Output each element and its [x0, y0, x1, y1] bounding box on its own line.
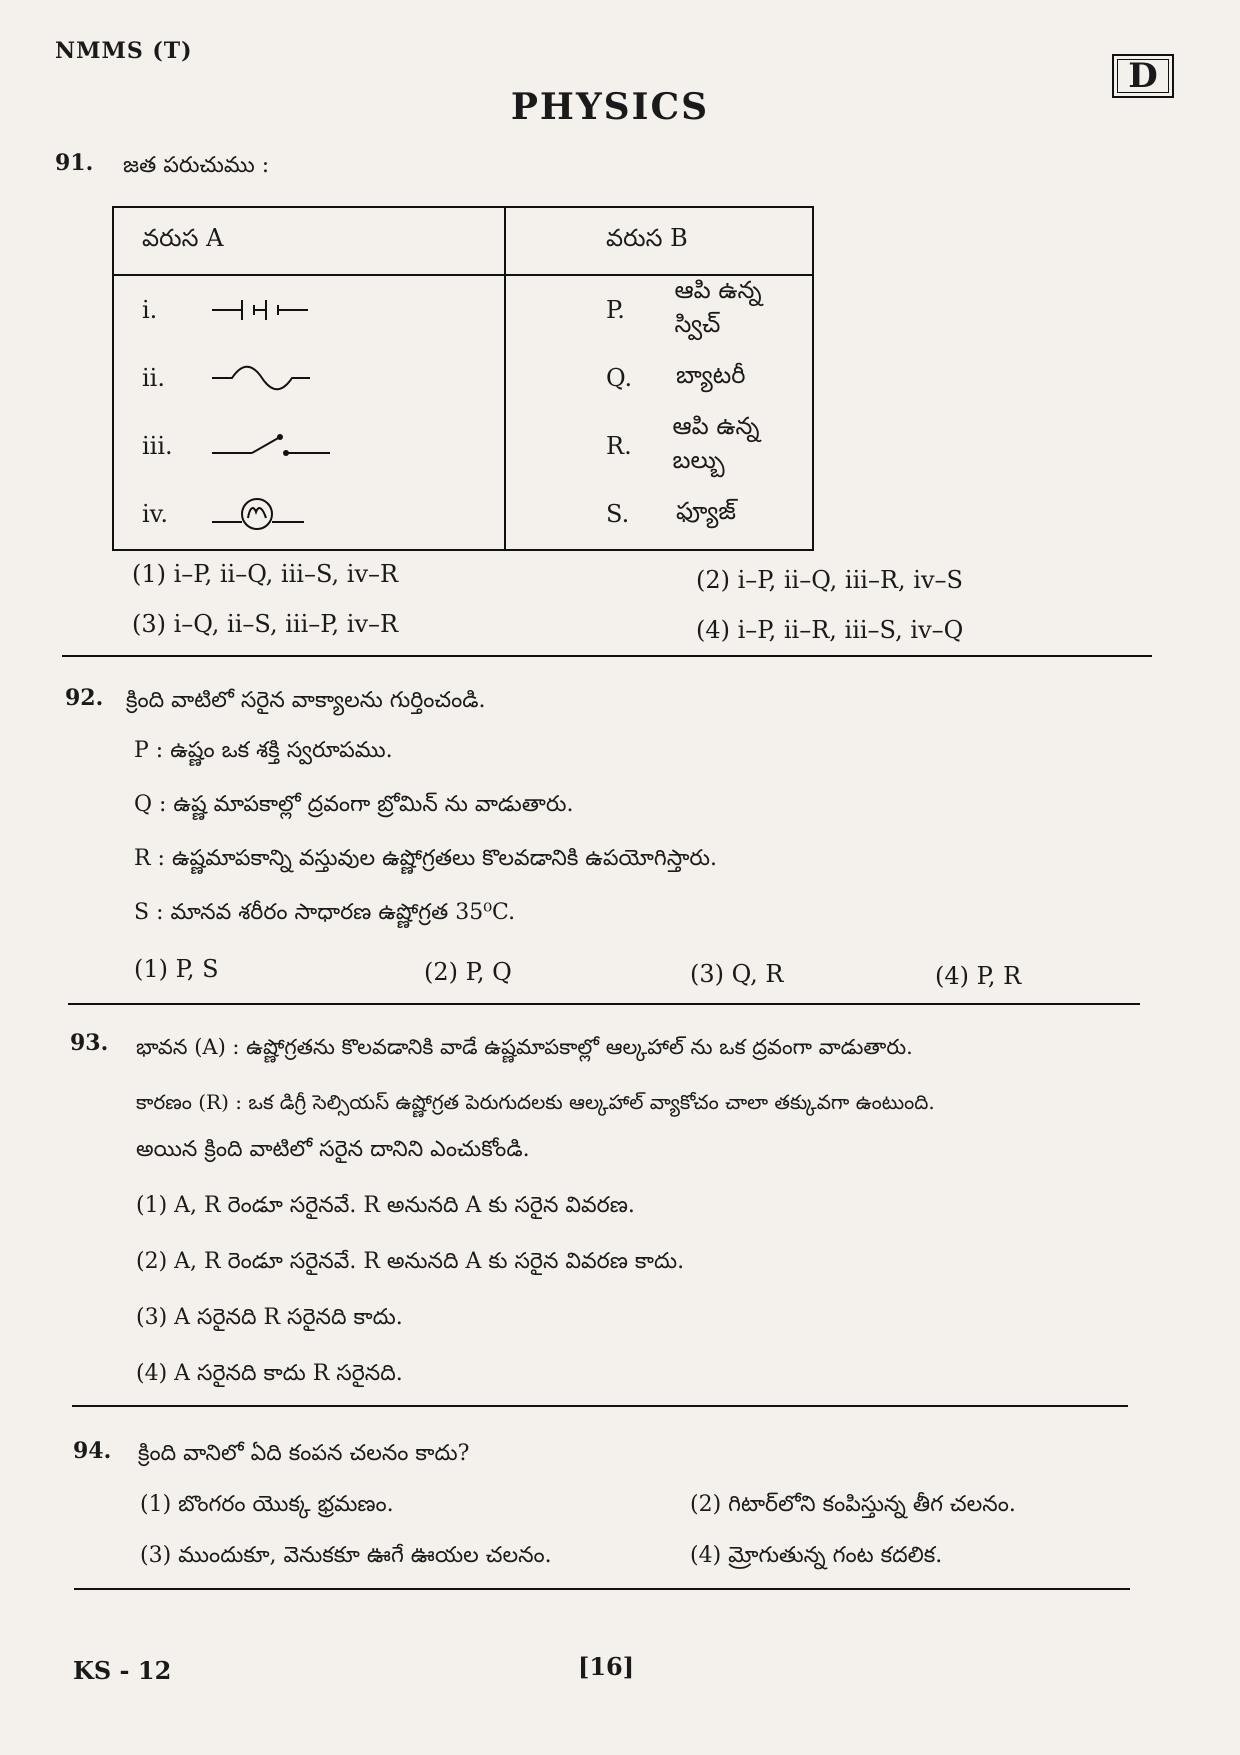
row-roman: iii.	[142, 432, 173, 460]
column-a	[113, 275, 505, 550]
q94-option-1[interactable]: (1) బొంగరం యొక్క భ్రమణం.	[140, 1492, 394, 1517]
row-letter: S.	[606, 500, 630, 528]
divider	[74, 1588, 1130, 1590]
fuse-symbol-icon	[212, 361, 322, 395]
q93-option-1[interactable]: (1) A, R రెండూ సరైనవే. R అనునది A కు సరైన వివరణ.	[136, 1193, 635, 1218]
column-b-row	[506, 276, 812, 344]
q93-assertion: భావన (A) : ఉష్ణోగ్రతను కొలవడానికి వాడే ఉష్ణమాపకాల్లో ఆల్కహాల్ ను ఒక ద్రవంగా వాడుతారు.	[136, 1035, 913, 1059]
column-a-row	[114, 480, 504, 548]
q94-option-4[interactable]: (4) మ్రోగుతున్న గంట కదలిక.	[690, 1543, 943, 1568]
row-letter: P.	[606, 296, 625, 324]
q93-number: 93.	[70, 1030, 109, 1056]
q92-prompt: క్రింది వాటిలో సరైన వాక్యాలను గుర్తించండి.	[126, 688, 486, 713]
q91-option-4[interactable]: (4) i–P, ii–R, iii–S, iv–Q	[696, 616, 964, 644]
q93-option-2[interactable]: (2) A, R రెండూ సరైనవే. R అనునది A కు సరైన వివరణ కాదు.	[136, 1249, 685, 1274]
column-a-header: వరుస A	[113, 207, 505, 275]
divider	[68, 1003, 1140, 1005]
row-roman: iv.	[142, 500, 169, 528]
bulb-symbol-icon	[212, 494, 322, 534]
row-letter: R.	[606, 432, 632, 460]
page-number: [16]	[578, 1652, 635, 1681]
q92-option-4[interactable]: (4) P, R	[935, 962, 1022, 990]
q92-option-1[interactable]: (1) P, S	[134, 955, 219, 983]
exam-code: NMMS (T)	[55, 38, 193, 64]
q92-statement-s: S : మానవ శరీరం సాధారణ ఉష్ణోగ్రత 35⁰C.	[134, 900, 516, 925]
paper-set-box: D	[1112, 54, 1174, 98]
battery-symbol-icon	[212, 295, 322, 325]
q94-prompt: క్రింది వానిలో ఏది కంపన చలనం కాదు?	[138, 1441, 470, 1466]
row-text: ఆపి ఉన్న బల్బు	[672, 412, 760, 474]
q92-statement-q: Q : ఉష్ణ మాపకాల్లో ద్రవంగా బ్రోమిన్ ను వాడుతారు.	[134, 792, 574, 817]
q91-option-1[interactable]: (1) i–P, ii–Q, iii–S, iv–R	[132, 560, 399, 588]
match-table	[112, 206, 814, 551]
q91-prompt: జత పరుచుము :	[123, 153, 270, 178]
open-switch-symbol-icon	[212, 429, 332, 463]
q92-statement-p: P : ఉష్ణం ఒక శక్తి స్వరూపము.	[134, 738, 393, 763]
column-b-row	[506, 412, 812, 480]
q91-option-2[interactable]: (2) i–P, ii–Q, iii–R, iv–S	[696, 566, 963, 594]
column-b	[505, 275, 813, 550]
q93-option-4[interactable]: (4) A సరైనది కాదు R సరైనది.	[136, 1361, 403, 1386]
row-text: బ్యాటరీ	[676, 361, 746, 389]
q93-option-3[interactable]: (3) A సరైనది R సరైనది కాదు.	[136, 1305, 403, 1330]
q93-reason: కారణం (R) : ఒక డిగ్రీ సెల్సియస్ ఉష్ణోగ్రత పెరుగుదలకు ఆల్కహాల్ వ్యాకోచం చాలా తక్కువగా ఉంటుంది.	[136, 1090, 935, 1114]
q91-number: 91.	[55, 150, 94, 176]
column-b-row	[506, 344, 812, 412]
q93-instruction: అయిన క్రింది వాటిలో సరైన దానిని ఎంచుకోండి.	[136, 1137, 530, 1162]
column-a-row	[114, 344, 504, 412]
divider	[72, 1405, 1128, 1407]
q94-option-2[interactable]: (2) గిటార్‌లోని కంపిస్తున్న తీగ చలనం.	[690, 1492, 1016, 1517]
column-b-row	[506, 480, 812, 548]
row-roman: i.	[142, 296, 158, 324]
q91-option-3[interactable]: (3) i–Q, ii–S, iii–P, iv–R	[132, 610, 399, 638]
q92-option-3[interactable]: (3) Q, R	[690, 960, 784, 988]
q92-option-2[interactable]: (2) P, Q	[424, 958, 512, 986]
column-a-row	[114, 276, 504, 344]
column-b-header: వరుస B	[505, 207, 813, 275]
subject-title: PHYSICS	[510, 86, 710, 128]
q92-statement-r: R : ఉష్ణమాపకాన్ని వస్తువుల ఉష్ణోగ్రతలు కొలవడానికి ఉపయోగిస్తారు.	[134, 846, 718, 871]
q92-number: 92.	[65, 685, 104, 711]
column-a-row	[114, 412, 504, 480]
row-roman: ii.	[142, 364, 165, 392]
row-letter: Q.	[606, 364, 633, 392]
footer-code: KS - 12	[73, 1656, 172, 1685]
row-text: ఆపి ఉన్న స్విచ్	[674, 276, 762, 338]
divider	[62, 655, 1152, 657]
row-text: ఫ్యూజ్	[676, 497, 736, 525]
q94-option-3[interactable]: (3) ముందుకూ, వెనుకకూ ఊగే ఊయల చలనం.	[140, 1543, 552, 1568]
q94-number: 94.	[73, 1438, 112, 1464]
